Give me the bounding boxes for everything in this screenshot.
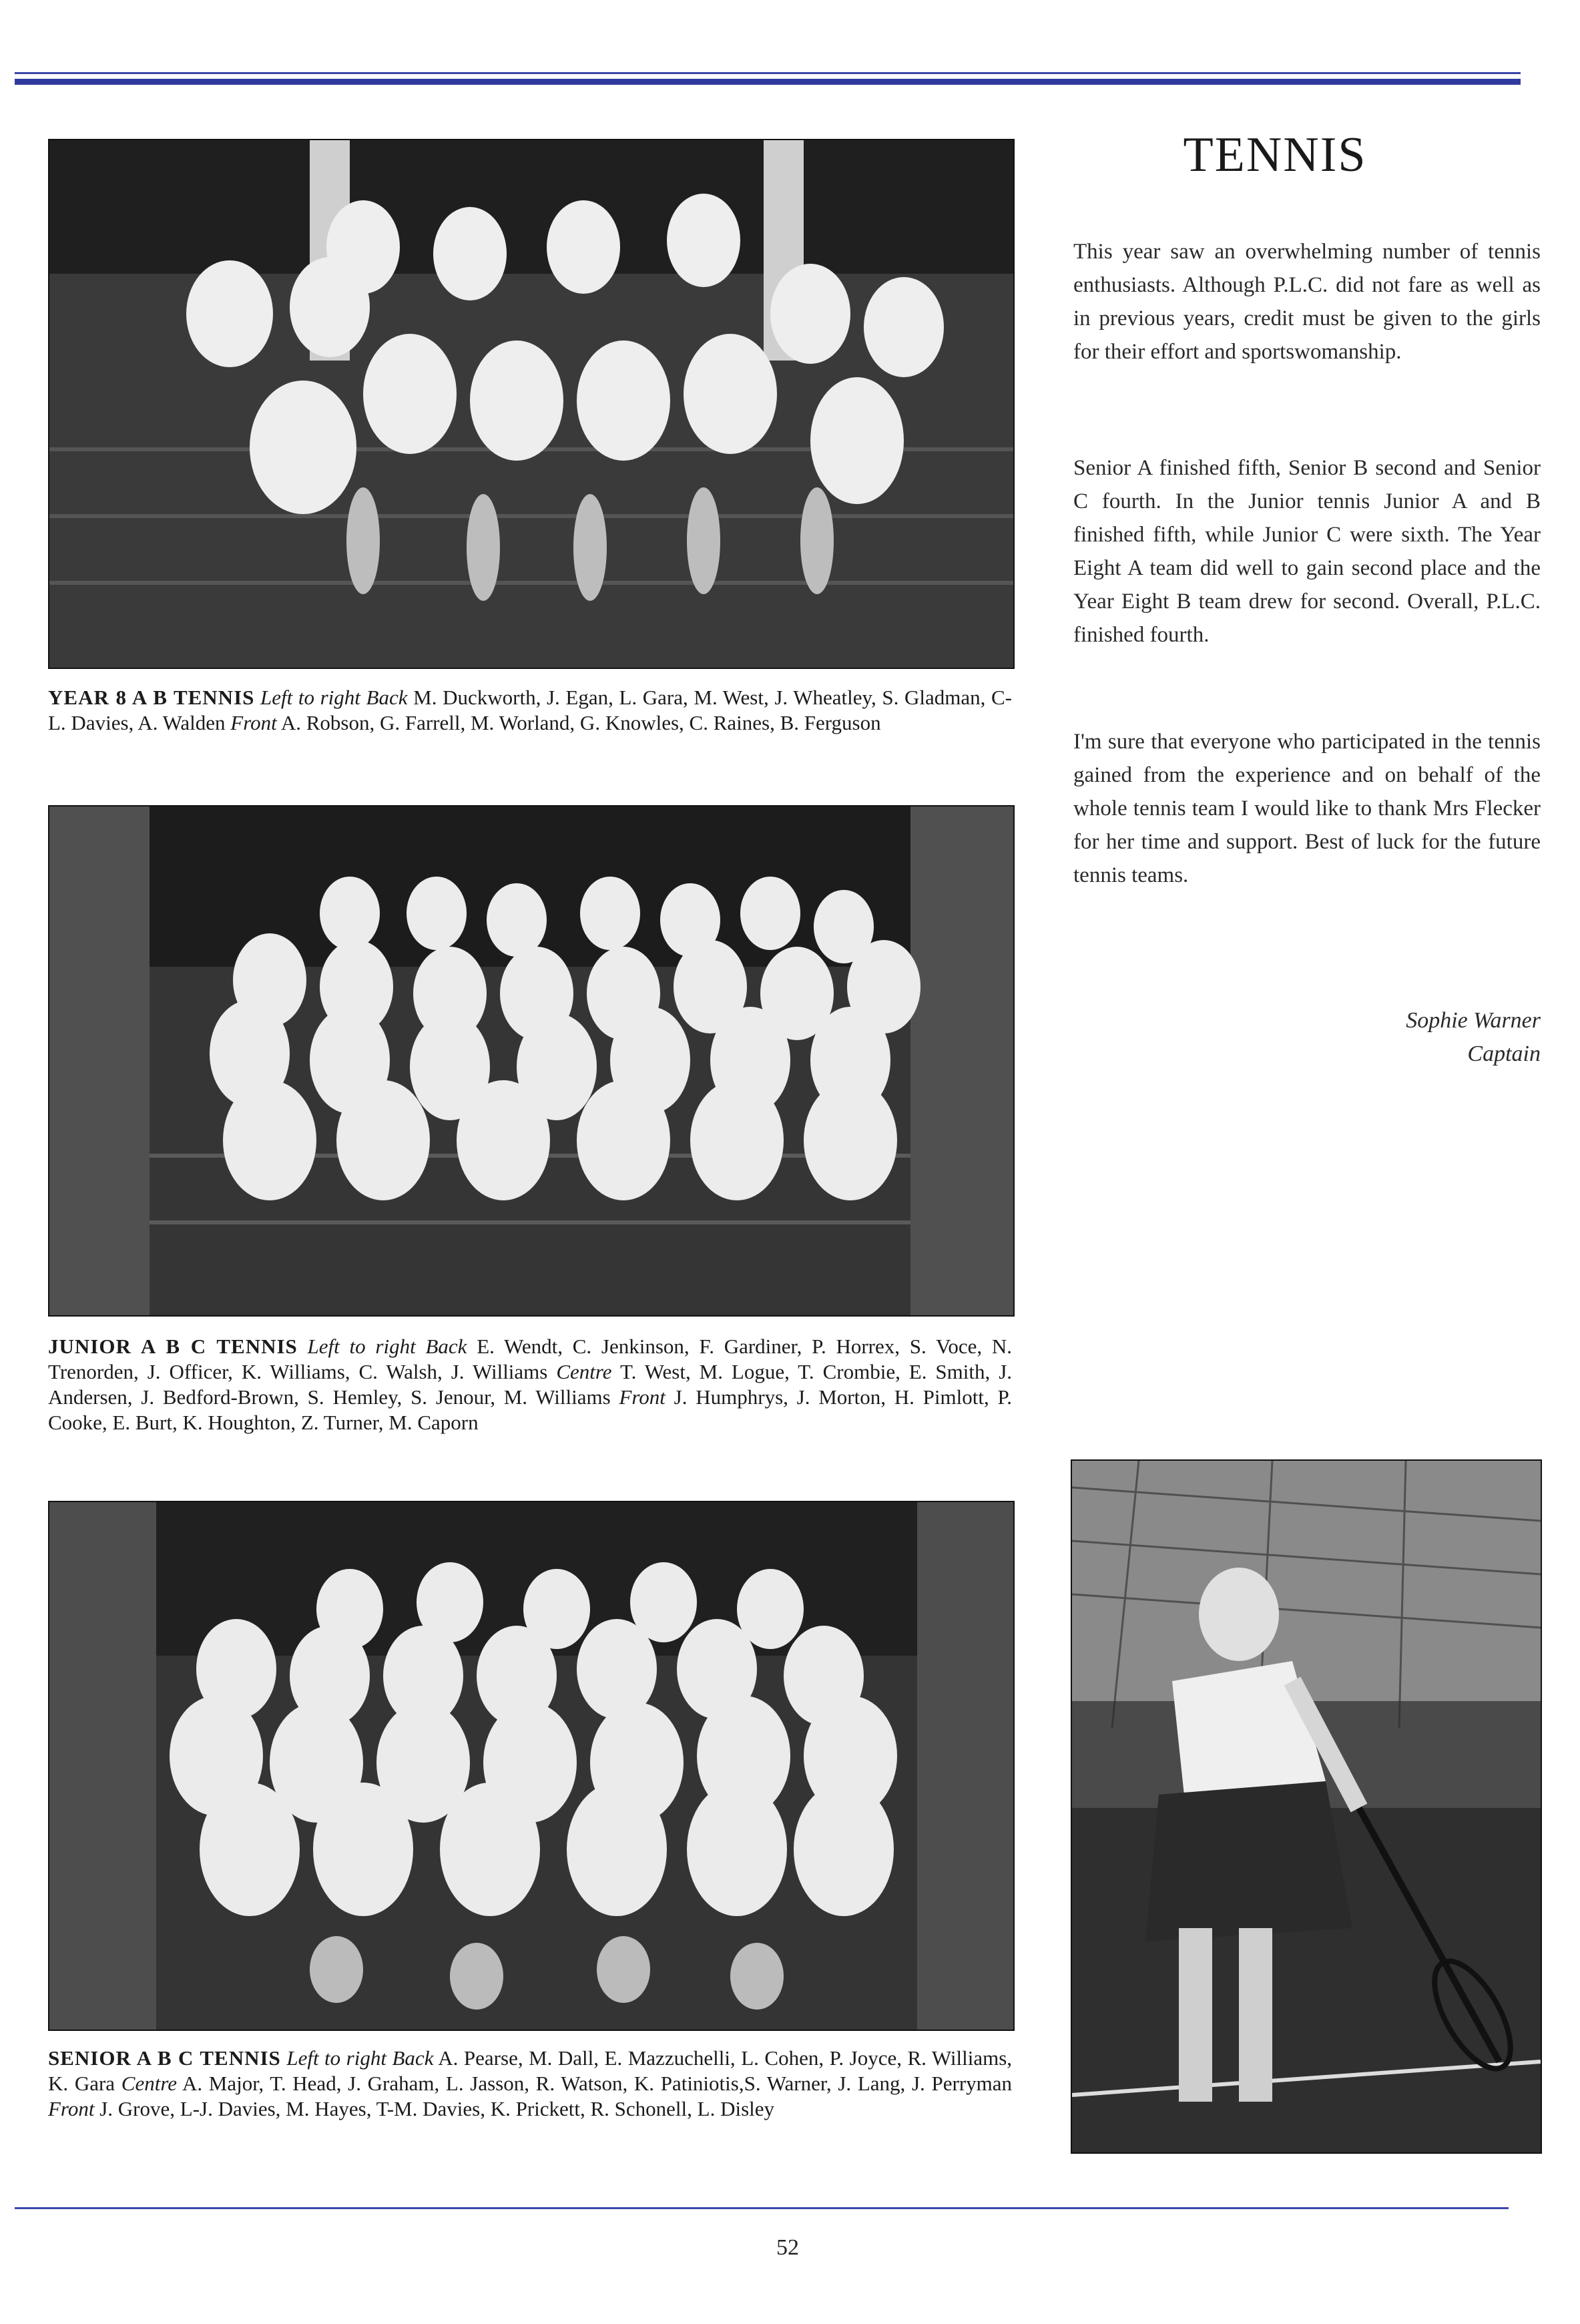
bottom-rule [15, 2207, 1509, 2209]
senior-team-photo [48, 1501, 1015, 2031]
junior-front-label: Front [619, 1385, 666, 1409]
senior-centre-names: A. Major, T. Head, J. Graham, L. Jasson, R. Watson, K. Patiniotis,S. Warner, J. Lang, J. Perryman [182, 2072, 1013, 2095]
junior-team-photo [48, 805, 1015, 1317]
junior-back-label: Back [425, 1335, 467, 1358]
senior-front-label: Front [48, 2097, 95, 2120]
junior-centre-label: Centre [556, 1360, 612, 1383]
senior-team-name: SENIOR A B C TENNIS [48, 2046, 281, 2070]
page-number: 52 [776, 2235, 799, 2260]
signature-name: Sophie Warner [1406, 1008, 1541, 1033]
year8-team-photo [48, 139, 1015, 669]
article-title: TENNIS [1183, 128, 1367, 182]
year8-back-label: Back [366, 686, 408, 709]
article-paragraph: I'm sure that everyone who participated in the tennis gained from the experience and on behalf of the whole tennis team I would like to thank Mrs Flecker for her time and support. Best of luck for the future tennis teams. [1073, 730, 1541, 887]
year8-front-label: Front [230, 711, 277, 734]
junior-front-names: J. Humphrys, J. Morton, H. Pimlott, P. Cooke, E. Burt, K. Houghton, Z. Turner, M. Caporn [48, 1385, 1013, 1434]
article-paragraph: Senior A finished fifth, Senior B second and Senior C fourth. In the Junior tennis Junior A and B finished fifth, while Junior C were sixth. The Year Eight A team did well to gain second place and the Year Eight B team drew for second. Overall, P.L.C. finished fourth. [1073, 456, 1541, 647]
top-rule-thick [15, 79, 1521, 85]
senior-front-names: J. Grove, L-J. Davies, M. Hayes, T-M. Davies, K. Prickett, R. Schonell, L. Disley [99, 2097, 775, 2120]
senior-centre-label: Centre [121, 2072, 177, 2095]
junior-caption [48, 1334, 1012, 1435]
year8-front-names: A. Robson, G. Farrell, M. Worland, G. Knowles, C. Raines, B. Ferguson [280, 711, 881, 734]
year8-back-names: M. Duckworth, J. Egan, L. Gara, M. West, J. Wheatley, S. Gladman, C-L. Davies, A. Walden [48, 686, 1013, 734]
junior-centre-names: T. West, M. Logue, T. Crombie, E. Smith, J. Andersen, J. Bedford-Brown, S. Hemley, S. Jenour, M. Williams [48, 1360, 1013, 1409]
year8-lr-label: Left to right [260, 686, 360, 709]
year8-caption [48, 685, 1012, 736]
tennis-player-photo [1071, 1459, 1542, 2154]
senior-lr-label: Left to right [286, 2046, 386, 2070]
senior-back-label: Back [392, 2046, 434, 2070]
top-rule-thin [15, 72, 1521, 74]
article-paragraph: This year saw an overwhelming number of tennis enthusiasts. Although P.L.C. did not fare as well as in previous years, credit must be given to the girls for their effort and sportswomanship. [1073, 240, 1541, 364]
junior-team-name: JUNIOR A B C TENNIS [48, 1335, 298, 1358]
junior-lr-label: Left to right [307, 1335, 416, 1358]
senior-back-names: A. Pearse, M. Dall, E. Mazzuchelli, L. Cohen, P. Joyce, R. Williams, K. Gara [48, 2046, 1013, 2095]
junior-back-names: E. Wendt, C. Jenkinson, F. Gardiner, P. Horrex, S. Voce, N. Trenorden, J. Officer, K. Williams, C. Walsh, J. Williams [48, 1335, 1013, 1383]
signature-role: Captain [1467, 1041, 1541, 1066]
year8-team-name: YEAR 8 A B TENNIS [48, 686, 255, 709]
senior-caption [48, 2046, 1012, 2122]
